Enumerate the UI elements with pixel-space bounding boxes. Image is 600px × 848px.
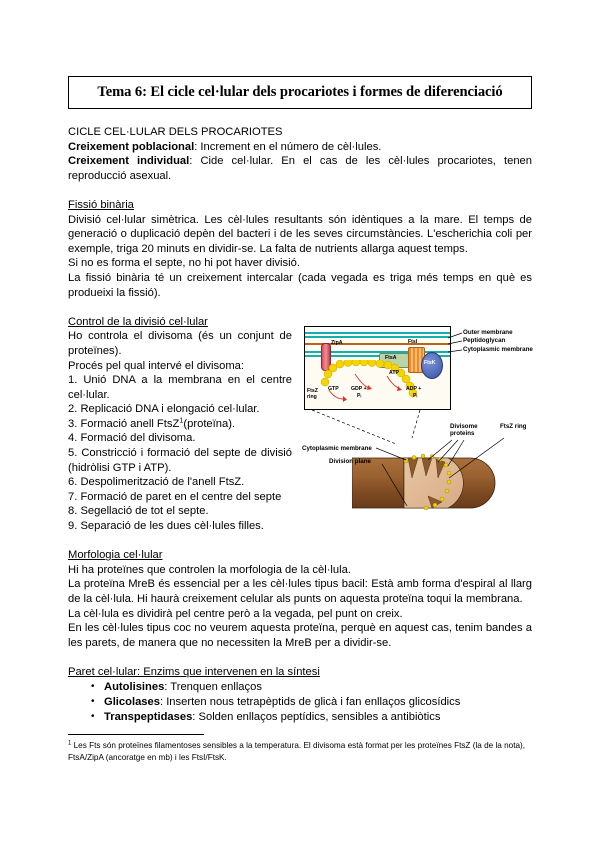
control-step-6: 6. Despolimerització de l'anell FtsZ. (68, 476, 245, 489)
morfologia-paragraph-1: Hi ha proteïnes que controlen la morfologia de la cèl·lula. (68, 563, 351, 576)
label-ftsz-ring-cell: FtsZ ring (500, 422, 527, 430)
morfologia-paragraph-2: La proteïna MreB és essencial per a les cèl·lules tipus bacil: Està amb forma d'espiral al llarg de la cèl·lula. Hi haurà creixement celular als punts on aquesta proteïna toqui la membrana. (68, 578, 532, 605)
intro-rest-individual: : Cide cel·lular. En el cas de les cèl·lules procariotes, tenen reproducció asexual. (68, 155, 532, 182)
divisome-figure (300, 316, 532, 521)
label-zipa: ZipA (331, 339, 343, 346)
outer-membrane-line-1 (305, 332, 450, 334)
footnote-text (68, 740, 532, 763)
control-step-4: 4. Formació del divisoma. (68, 432, 196, 445)
heading-morfologia: Morfologia cel·lular (68, 549, 163, 562)
enzim-term-glicolases: Glicolases (104, 695, 160, 708)
label-gdp-pi: Pᵢ (357, 392, 362, 399)
enzim-desc-transpeptidases: : Solden enllaços peptídics, sensibles a antibiòtics (192, 710, 441, 723)
control-step-7: 7. Formació de paret en el centre del septe (68, 490, 282, 503)
heading-paret-cellular: Paret cel·lular: Enzims que intervenen en la síntesi (68, 665, 320, 678)
control-step-3-tail: (proteïna). (183, 417, 236, 430)
spacer-1 (68, 183, 532, 198)
label-peptidoglycan: Peptidoglycan (463, 336, 506, 344)
divisome-inset-box (304, 326, 451, 410)
enzim-list (68, 680, 532, 726)
control-paragraph-2: Procés pel qual intervé el divisoma: (68, 359, 244, 372)
footnote-marker: 1 (68, 740, 72, 747)
morfologia-paragraph-4: En les cèl·lules tipus coc no veurem aquesta proteïna, perquè en aquest cas, tenim bandes a les parets, de manera que no necessiten la MreB per a dividir-se. (68, 622, 532, 649)
outer-membrane-line-2 (305, 336, 450, 338)
label-division-plane: Division plane (329, 457, 371, 465)
heading-control-divisio: Control de la divisió cel·lular (68, 315, 208, 328)
footnote-ref-marker: 1 (179, 415, 184, 425)
intro-heading: CICLE CEL·LULAR DELS PROCARIOTES (68, 126, 283, 138)
label-cytoplasmic-membrane-cell: Cytoplasmic membrane (302, 444, 372, 452)
spacer-4 (68, 650, 532, 665)
control-step-3-text: 3. Formació anell FtsZ (68, 417, 180, 430)
enzim-term-transpeptidases: Transpeptidases (104, 710, 193, 723)
page-content (68, 76, 532, 763)
fissio-paragraph-3: La fissió binària té un creixement intercalar (cada vegada es triga més temps en què es produeixi la fissió). (68, 271, 532, 299)
enzim-desc-autolisines: : Trenquen enllaços (164, 680, 262, 693)
control-step-1: 1. Unió DNA a la membrana en el centre cel·lular. (68, 374, 292, 401)
spacer-2 (68, 300, 532, 315)
intro-line-individual (68, 154, 532, 183)
label-ftsa: FtsA (385, 354, 397, 361)
label-ftsk: FtsK (424, 359, 436, 366)
intro-bold-individual: Creixement individual (68, 155, 190, 168)
label-divisome-proteins: Divisome proteins (450, 422, 478, 437)
control-step-5: 5. Constricció i formació del septe de divisió (hidròlisi GTP i ATP). (68, 447, 292, 474)
list-item (104, 710, 532, 725)
enzim-term-autolisines: Autolisines (104, 680, 165, 693)
fissio-paragraph-2: Si no es forma el septe, no hi pot haver divisió. (68, 257, 300, 270)
label-atp: ATP (389, 369, 399, 376)
list-item (104, 695, 532, 710)
spacer-3 (68, 534, 532, 549)
footnote-separator (68, 734, 204, 735)
bacterium-cell-diagram (352, 422, 532, 521)
label-outer-membrane: Outer membrane (463, 328, 513, 336)
label-cytoplasmic-membrane: Cytoplasmic membrane (463, 345, 533, 353)
fissio-paragraph-1: Divisió cel·lular simètrica. Les cèl·lules resultants són idèntiques a la mare. El temps de generació o duplicació depèn del bacteri i de les seves circumstàncies. L'escherichia coli per exemple, triga 20 minuts en dividir-se. La falta de nutrients allarga aquest temps. (68, 213, 532, 255)
control-section (68, 315, 532, 534)
intro-rest-poblacional: : Increment en el número de cèl·lules. (194, 140, 382, 153)
label-gdp: GDP + (351, 385, 367, 392)
label-adp: ADP + (406, 385, 422, 392)
footnote-body: Les Fts són proteïnes filamentoses sensibles a la temperatura. El divisoma està format per les proteïnes FtsZ (la de la nota), FtsA/ZipA (ancoratge en mb) i les FtsI/FtsK. (68, 741, 526, 762)
list-item (104, 680, 532, 695)
intro-line-poblacional (68, 140, 532, 155)
intro-bold-poblacional: Creixement poblacional (68, 140, 195, 153)
control-step-8: 8. Segellació de tot el septe. (68, 505, 209, 518)
control-paragraph-1: Ho controla el divisoma (és un conjunt de proteïnes). (68, 330, 292, 357)
label-ftsz-ring-inset: FtsZ ring (307, 387, 318, 400)
label-adp-pi: Pᵢ (413, 392, 418, 399)
figure-inner (300, 316, 532, 521)
page-title: Tema 6: El cicle cel·lular dels procariotes i formes de diferenciació (97, 84, 503, 100)
page-title-box (68, 76, 532, 109)
enzim-desc-glicolases: : Inserten nous tetrapèptids de glicà i fan enllaços glicosídics (159, 695, 461, 708)
morfologia-paragraph-3: La cèl·lula es dividirà pel centre però a la vegada, pel punt on creix. (68, 607, 403, 620)
label-ftsi: FtsI (408, 338, 418, 345)
membrane-callout-lines (448, 330, 464, 366)
control-step-2: 2. Replicació DNA i elongació cel·lular. (68, 403, 260, 416)
control-step-9: 9. Separació de les dues cèl·lules filles. (68, 520, 264, 533)
heading-fissio-binaria: Fissió binària (68, 198, 134, 211)
label-gtp: GTP (328, 385, 339, 392)
